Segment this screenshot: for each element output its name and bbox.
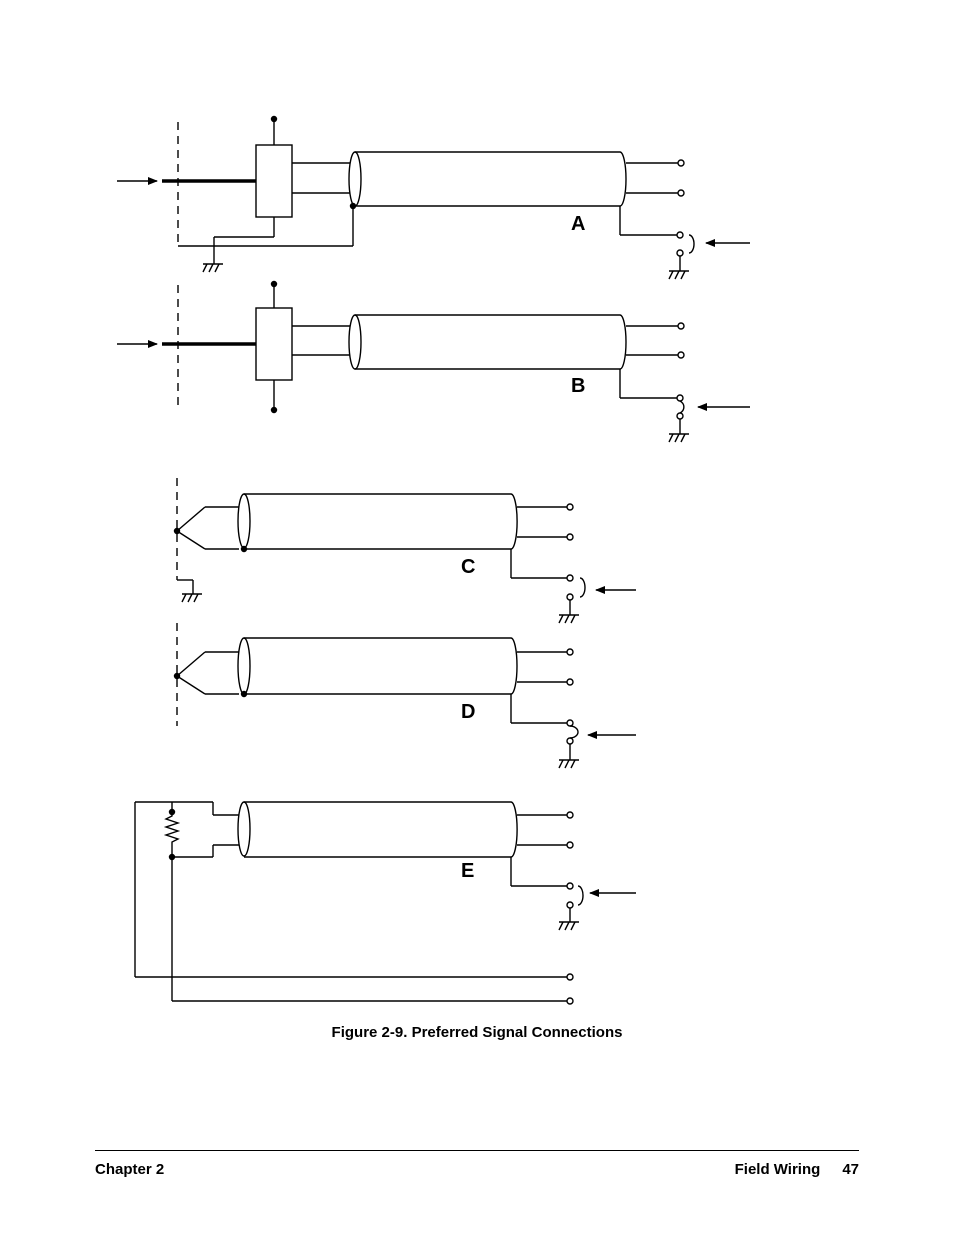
figure-caption: Figure 2-9. Preferred Signal Connections: [331, 1024, 623, 1041]
panel-c-diagram: [175, 478, 637, 623]
footer-section: Field Wiring: [734, 1161, 821, 1178]
panel-label-c: C: [461, 556, 476, 578]
footer-divider: [95, 1150, 859, 1151]
panel-label-b: B: [571, 375, 586, 397]
panel-d-diagram: [175, 623, 637, 768]
panel-a-diagram: [117, 117, 750, 280]
footer-right: [735, 1161, 859, 1178]
panel-label-e: E: [461, 860, 475, 882]
panel-label-d: D: [461, 701, 476, 723]
panel-e-diagram: [135, 802, 636, 1004]
panel-b-diagram: [117, 282, 750, 443]
footer-chapter: Chapter 2: [95, 1161, 165, 1178]
panel-label-a: A: [571, 213, 586, 235]
page-number: 47: [842, 1161, 859, 1178]
